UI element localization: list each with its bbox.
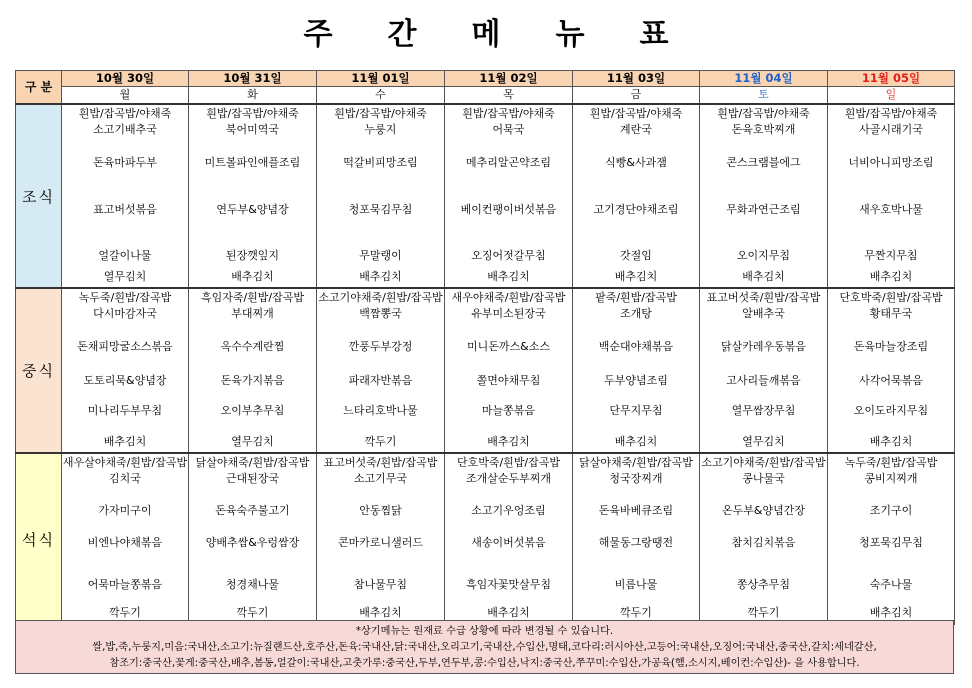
weekday-header-row [16,87,955,104]
menu-item: 돈육마파두부 [93,156,157,169]
menu-item: 배추김치 [359,606,402,619]
day-date: 11월 01일 [317,71,445,87]
menu-item: 흰밥/잡곡밥/야채죽 [78,107,172,120]
menu-item: 새우호박나물 [859,203,923,216]
day-date: 11월 02일 [445,71,573,87]
menu-item: 미니돈까스&소스 [467,340,550,353]
day-weekday: 금 [573,87,700,104]
menu-item: 깍두기 [236,606,269,619]
meal-row-lunch [16,288,955,453]
menu-cell [317,288,445,453]
menu-cell [317,453,445,625]
menu-item: 양배추쌈&우렁쌈장 [205,536,300,549]
menu-cell [189,453,317,625]
menu-item: 해물동그랑땡전 [598,536,674,549]
day-date: 10월 30일 [62,71,189,87]
menu-item: 오징어젓갈무침 [471,249,546,262]
menu-cell [62,288,189,453]
menu-item: 너비아니피망조림 [848,156,934,169]
page-title [0,6,972,56]
menu-item: 흰밥/잡곡밥/야채죽 [717,107,810,120]
menu-item: 연두부&양념장 [216,203,289,216]
menu-item: 무짠지무침 [864,249,918,262]
menu-item: 누룽지 [364,123,397,136]
day-date: 11월 04일 [700,71,828,87]
menu-item: 새송이버섯볶음 [471,536,546,549]
menu-item: 단호박죽/흰밥/잡곡밥 [456,456,561,469]
menu-item: 배추김치 [614,435,658,448]
menu-item: 비름나물 [614,578,658,591]
menu-item: 소고기야채죽/흰밥/잡곡밥 [318,291,443,304]
menu-cell [700,288,828,453]
menu-item: 흑임자꽃맛살무침 [465,578,551,591]
menu-item: 다시마감자국 [93,307,157,320]
menu-item: 소고기우엉조림 [471,504,546,517]
menu-cell [573,453,700,625]
menu-item: 깐풍두부강정 [348,340,413,353]
menu-item: 미나리두부무침 [87,404,163,417]
menu-item: 흑임자죽/흰밥/잡곡밥 [200,291,305,304]
menu-cell [62,453,189,625]
menu-cell [445,453,573,625]
menu-cell [828,288,955,453]
menu-item: 새우살야채죽/흰밥/잡곡밥 [62,456,188,469]
menu-item: 표고버섯죽/흰밥/잡곡밥 [323,456,438,469]
menu-cell [700,104,828,288]
menu-item: 배추김치 [869,270,913,283]
menu-item: 청포묵김무침 [348,203,413,216]
menu-item: 얼갈이나물 [98,249,152,262]
menu-item: 콘스크램블에그 [726,156,801,169]
day-date: 10월 31일 [189,71,317,87]
title-char: 뉴 [555,17,585,52]
menu-item: 어묵마늘쫑볶음 [87,578,163,591]
menu-item: 배추김치 [487,270,530,283]
origin-info-line: 참조기:중국산,꽃게:중국산,배추,봄동,얼갈이:국내산,고춧가루:중국산,두부,연두부,콩:수입산,낙지:중국산,쭈꾸미:수입산,가공육(햄,소시지,베이컨:수입산)- 을 사용합니다. [109,658,860,669]
title-char: 표 [639,17,669,52]
day-weekday: 월 [62,87,189,104]
day-weekday: 목 [445,87,573,104]
menu-item: 열무김치 [231,435,274,448]
menu-item: 흰밥/잡곡밥/야채죽 [206,107,299,120]
menu-item: 깍두기 [109,606,141,619]
menu-item: 마늘쫑볶음 [481,404,536,417]
meal-label: 중식 [16,288,62,453]
menu-item: 알배추국 [742,307,785,320]
day-weekday: 토 [700,87,828,104]
menu-item: 돈육바베큐조림 [598,504,674,517]
menu-item: 백순대야채볶음 [598,340,674,353]
meal-label: 조식 [16,104,62,288]
menu-cell [445,288,573,453]
menu-item: 흰밥/잡곡밥/야채죽 [462,107,555,120]
menu-item: 식빵&사과잼 [605,156,667,169]
meal-label: 석식 [16,453,62,625]
menu-item: 돈육숙주불고기 [215,504,290,517]
menu-item: 청포묵김무침 [859,536,923,549]
menu-item: 고기경단야채조림 [593,203,679,216]
menu-cell [828,104,955,288]
menu-item: 백짬뽕국 [359,307,402,320]
menu-item: 돈채피망굴소스볶음 [77,340,173,353]
menu-item: 근대된장국 [225,472,280,485]
menu-item: 배추김치 [614,270,658,283]
menu-item: 열무김치 [103,270,147,283]
menu-item: 조개탕 [620,307,652,320]
day-weekday: 수 [317,87,445,104]
menu-item: 쫑상추무침 [736,578,791,591]
menu-item: 청경채나물 [225,578,280,591]
menu-item: 참치김치볶음 [731,536,796,549]
menu-cell [700,453,828,625]
menu-item: 단호박죽/흰밥/잡곡밥 [839,291,943,304]
menu-item: 도토리묵&양념장 [83,374,167,387]
menu-cell [189,104,317,288]
menu-item: 온두부&양념간장 [722,504,805,517]
menu-item: 표고버섯죽/흰밥/잡곡밥 [706,291,821,304]
menu-item: 배추김치 [742,270,785,283]
menu-item: 무말랭이 [359,249,402,262]
menu-item: 된장깻잎지 [225,249,280,262]
menu-item: 파래자반볶음 [348,374,413,387]
menu-item: 흰밥/잡곡밥/야채죽 [589,107,683,120]
menu-cell [317,104,445,288]
notice-line: *상기메뉴는 원재료 수급 상황에 따라 변경될 수 있습니다. [355,626,614,637]
menu-cell [573,104,700,288]
menu-item: 배추김치 [359,270,402,283]
menu-item: 오이지무침 [736,249,791,262]
menu-item: 갓절임 [620,249,652,262]
menu-item: 어묵국 [492,123,525,136]
origin-info-line: 쌀,밥,죽,누룽지,미음:국내산,소고기:뉴질랜드산,호주산,돈육:국내산,닭:국내산,오리고기,국내산,수입산,명태,코다리:러시아산,고등어:국내산,오징어:국내산,중국산,갈치:세네갈산, [92,642,877,653]
menu-item: 흰밥/잡곡밥/야채죽 [844,107,938,120]
menu-item: 사골시래기국 [859,123,923,136]
menu-item: 옥수수계란찜 [220,340,285,353]
menu-item: 배추김치 [869,435,913,448]
menu-item: 새우야채죽/흰밥/잡곡밥 [451,291,566,304]
menu-item: 김치국 [109,472,141,485]
menu-item: 조개살순두부찌개 [465,472,551,485]
title-char: 간 [387,17,417,52]
menu-item: 콩비지찌개 [864,472,918,485]
notice-box [15,620,954,674]
menu-item: 배추김치 [869,606,913,619]
menu-item: 열무쌈장무침 [731,404,796,417]
menu-item: 녹두죽/흰밥/잡곡밥 [78,291,172,304]
menu-item: 참나물무침 [353,578,408,591]
menu-item: 닭살야채죽/흰밥/잡곡밥 [195,456,310,469]
meal-row-dinner [16,453,955,625]
menu-item: 녹두죽/흰밥/잡곡밥 [844,456,938,469]
menu-item: 안동찜닭 [359,504,402,517]
menu-item: 두부양념조림 [604,374,668,387]
menu-item: 콘마카로니샐러드 [337,536,423,549]
menu-item: 표고버섯볶음 [93,203,157,216]
meal-row-breakfast [16,104,955,288]
menu-item: 소고기배추국 [93,123,157,136]
menu-item: 단무지무침 [609,404,663,417]
menu-item: 깍두기 [364,435,397,448]
menu-item: 돈육마늘장조림 [853,340,929,353]
menu-item: 숙주나물 [869,578,913,591]
menu-item: 흰밥/잡곡밥/야채죽 [334,107,427,120]
menu-cell [828,453,955,625]
menu-item: 오이도라지무침 [853,404,929,417]
menu-cell [62,104,189,288]
menu-item: 비엔나야채볶음 [87,536,163,549]
date-header-row [16,71,955,87]
menu-item: 배추김치 [231,270,274,283]
gubun-label: 구 분 [16,71,62,105]
menu-item: 가자미구이 [98,504,152,517]
menu-item: 미트볼파인애플조림 [204,156,301,169]
menu-item: 닭살카레우동볶음 [720,340,806,353]
day-weekday: 일 [828,87,955,104]
menu-item: 떡갈비피망조림 [343,156,418,169]
menu-item: 콩나물국 [742,472,785,485]
menu-item: 깍두기 [747,606,780,619]
menu-item: 돈육호박찌개 [731,123,796,136]
menu-item: 소고기무국 [353,472,408,485]
title-char: 주 [303,17,333,52]
menu-item: 배추김치 [487,435,530,448]
menu-item: 닭살야채죽/흰밥/잡곡밥 [579,456,693,469]
day-date: 11월 03일 [573,71,700,87]
weekly-menu-table [15,70,955,625]
menu-item: 계란국 [620,123,652,136]
menu-item: 열무김치 [742,435,785,448]
title-char: 메 [471,17,501,52]
menu-cell [573,288,700,453]
menu-item: 유부미소된장국 [471,307,546,320]
menu-item: 돈육가지볶음 [220,374,285,387]
menu-item: 느타리호박나물 [343,404,418,417]
menu-item: 고사리들깨볶음 [726,374,801,387]
menu-item: 메추리알곤약조림 [465,156,551,169]
menu-item: 배추김치 [487,606,530,619]
menu-item: 쫄면야채무침 [476,374,541,387]
menu-item: 황태무국 [869,307,913,320]
menu-cell [189,288,317,453]
menu-item: 소고기야채죽/흰밥/잡곡밥 [701,456,826,469]
menu-item: 부대찌개 [231,307,274,320]
menu-cell [445,104,573,288]
day-date: 11월 05일 [828,71,955,87]
menu-item: 베이컨팽이버섯볶음 [460,203,557,216]
menu-item: 북어미역국 [225,123,280,136]
menu-item: 깍두기 [620,606,652,619]
menu-item: 청국장찌개 [609,472,663,485]
menu-item: 팥죽/흰밥/잡곡밥 [595,291,677,304]
menu-item: 사각어묵볶음 [859,374,923,387]
menu-item: 조기구이 [869,504,913,517]
menu-item: 배추김치 [103,435,147,448]
day-weekday: 화 [189,87,317,104]
menu-item: 무화과연근조림 [726,203,801,216]
menu-item: 오이부추무침 [220,404,285,417]
